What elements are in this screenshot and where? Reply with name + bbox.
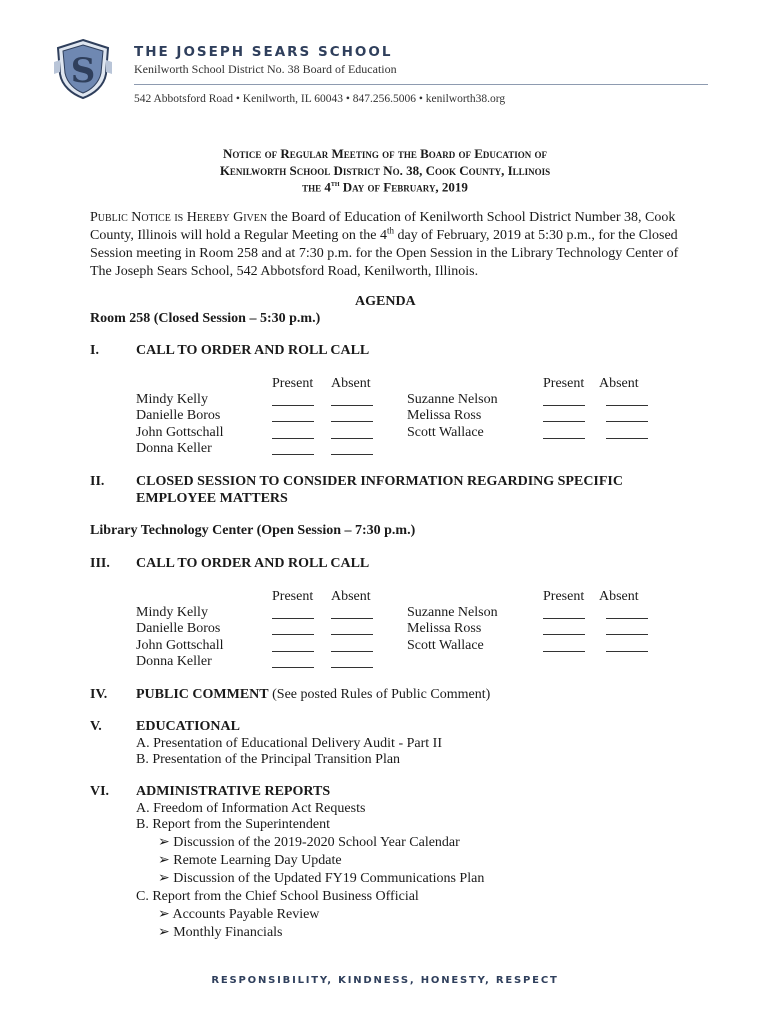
attendance-blank[interactable] bbox=[272, 438, 314, 439]
attendance-blank[interactable] bbox=[272, 651, 314, 652]
attendance-blank[interactable] bbox=[543, 634, 585, 635]
member-name: Scott Wallace bbox=[407, 425, 484, 440]
absent-label: Absent bbox=[331, 376, 371, 391]
member-name: Danielle Boros bbox=[136, 408, 221, 423]
absent-label: Absent bbox=[599, 376, 639, 391]
agenda-item: B. Presentation of the Principal Transition Plan bbox=[136, 752, 401, 767]
section-number: V. bbox=[90, 719, 102, 734]
attendance-blank[interactable] bbox=[543, 405, 585, 406]
member-name: Donna Keller bbox=[136, 654, 212, 669]
attendance-blank[interactable] bbox=[272, 421, 314, 422]
agenda-item: C. Report from the Chief School Business Official bbox=[136, 889, 419, 904]
attendance-blank[interactable] bbox=[543, 438, 585, 439]
attendance-blank[interactable] bbox=[331, 405, 373, 406]
attendance-blank[interactable] bbox=[606, 421, 648, 422]
attendance-blank[interactable] bbox=[272, 634, 314, 635]
header-divider bbox=[134, 84, 708, 85]
present-label: Present bbox=[543, 589, 585, 604]
section-title: CALL TO ORDER AND ROLL CALL bbox=[136, 343, 370, 358]
section-title: ADMINISTRATIVE REPORTS bbox=[136, 784, 331, 799]
member-name: Donna Keller bbox=[136, 441, 212, 456]
attendance-blank[interactable] bbox=[331, 634, 373, 635]
present-label: Present bbox=[543, 376, 585, 391]
agenda-subitem: ➢ Accounts Payable Review bbox=[158, 907, 320, 922]
present-label: Present bbox=[272, 376, 314, 391]
section-number: IV. bbox=[90, 687, 108, 702]
agenda-title: AGENDA bbox=[355, 294, 416, 309]
section-number: III. bbox=[90, 556, 110, 571]
attendance-blank[interactable] bbox=[331, 618, 373, 619]
attendance-blank[interactable] bbox=[543, 651, 585, 652]
footer-motto: RESPONSIBILITY, KINDNESS, HONESTY, RESPECT bbox=[211, 975, 559, 986]
absent-label: Absent bbox=[331, 589, 371, 604]
attendance-blank[interactable] bbox=[606, 438, 648, 439]
district-name: Kenilworth School District No. 38 Board of Education bbox=[134, 62, 397, 76]
section-title: CLOSED SESSION TO CONSIDER INFORMATION REGARDING SPECIFIC bbox=[136, 474, 623, 489]
agenda-subitem: ➢ Discussion of the Updated FY19 Communications Plan bbox=[158, 871, 485, 886]
attendance-blank[interactable] bbox=[272, 667, 314, 668]
attendance-blank[interactable] bbox=[331, 454, 373, 455]
member-name: Mindy Kelly bbox=[136, 392, 208, 407]
section-title: PUBLIC COMMENT (See posted Rules of Public Comment) bbox=[136, 687, 491, 702]
attendance-blank[interactable] bbox=[331, 421, 373, 422]
agenda-item: B. Report from the Superintendent bbox=[136, 817, 331, 832]
notice-title-line2: Kenilworth School District No. 38, Cook County, Illinois bbox=[219, 163, 551, 178]
attendance-blank[interactable] bbox=[331, 667, 373, 668]
member-name: Melissa Ross bbox=[407, 621, 482, 636]
public-notice-paragraph: Public Notice is Hereby Given the Board of Education of Kenilworth School District Number 38, Cook County, Illinois will hold a Regular Meeting on the 4th day of February, 2019 at 5:30 p.m., for the Closed Session meeting in Room 258 and at 7:30 p.m. for the Open Session in the Library Technology Center of The Joseph Sears School, 542 Abbotsford Road, Kenilworth, Illinois. bbox=[90, 210, 679, 279]
attendance-blank[interactable] bbox=[606, 651, 648, 652]
member-name: Melissa Ross bbox=[407, 408, 482, 423]
attendance-blank[interactable] bbox=[606, 618, 648, 619]
member-name: Scott Wallace bbox=[407, 638, 484, 653]
member-name: Mindy Kelly bbox=[136, 605, 208, 620]
agenda-item: A. Freedom of Information Act Requests bbox=[136, 801, 366, 816]
agenda-subitem: ➢ Discussion of the 2019-2020 School Year Calendar bbox=[158, 835, 460, 850]
absent-label: Absent bbox=[599, 589, 639, 604]
attendance-blank[interactable] bbox=[543, 421, 585, 422]
section-title: EDUCATIONAL bbox=[136, 719, 240, 734]
member-name: John Gottschall bbox=[136, 425, 224, 440]
school-name: THE JOSEPH SEARS SCHOOL bbox=[134, 44, 393, 60]
member-name: Suzanne Nelson bbox=[407, 605, 498, 620]
attendance-blank[interactable] bbox=[272, 618, 314, 619]
section-title: EMPLOYEE MATTERS bbox=[136, 491, 288, 506]
section-title: CALL TO ORDER AND ROLL CALL bbox=[136, 556, 370, 571]
attendance-blank[interactable] bbox=[272, 405, 314, 406]
notice-title-line1: Notice of Regular Meeting of the Board of Education of bbox=[223, 146, 547, 161]
member-name: Danielle Boros bbox=[136, 621, 221, 636]
notice-title-line3: the 4th Day of February, 2019 bbox=[302, 179, 468, 195]
section-number: II. bbox=[90, 474, 105, 489]
section-number: VI. bbox=[90, 784, 110, 799]
attendance-blank[interactable] bbox=[606, 634, 648, 635]
crest-letter: S bbox=[70, 51, 96, 91]
attendance-blank[interactable] bbox=[272, 454, 314, 455]
school-address: 542 Abbotsford Road • Kenilworth, IL 60043 • 847.256.5006 • kenilworth38.org bbox=[134, 93, 506, 105]
section-number: I. bbox=[90, 343, 99, 358]
agenda-item: A. Presentation of Educational Delivery Audit - Part II bbox=[136, 736, 442, 751]
attendance-blank[interactable] bbox=[606, 405, 648, 406]
present-label: Present bbox=[272, 589, 314, 604]
attendance-blank[interactable] bbox=[331, 438, 373, 439]
member-name: John Gottschall bbox=[136, 638, 224, 653]
open-session-heading: Library Technology Center (Open Session – 7:30 p.m.) bbox=[90, 523, 416, 538]
member-name: Suzanne Nelson bbox=[407, 392, 498, 407]
attendance-blank[interactable] bbox=[331, 651, 373, 652]
attendance-blank[interactable] bbox=[543, 618, 585, 619]
closed-session-heading: Room 258 (Closed Session – 5:30 p.m.) bbox=[90, 311, 321, 326]
school-crest-logo bbox=[52, 38, 114, 100]
agenda-subitem: ➢ Monthly Financials bbox=[158, 925, 283, 940]
agenda-subitem: ➢ Remote Learning Day Update bbox=[158, 853, 342, 868]
